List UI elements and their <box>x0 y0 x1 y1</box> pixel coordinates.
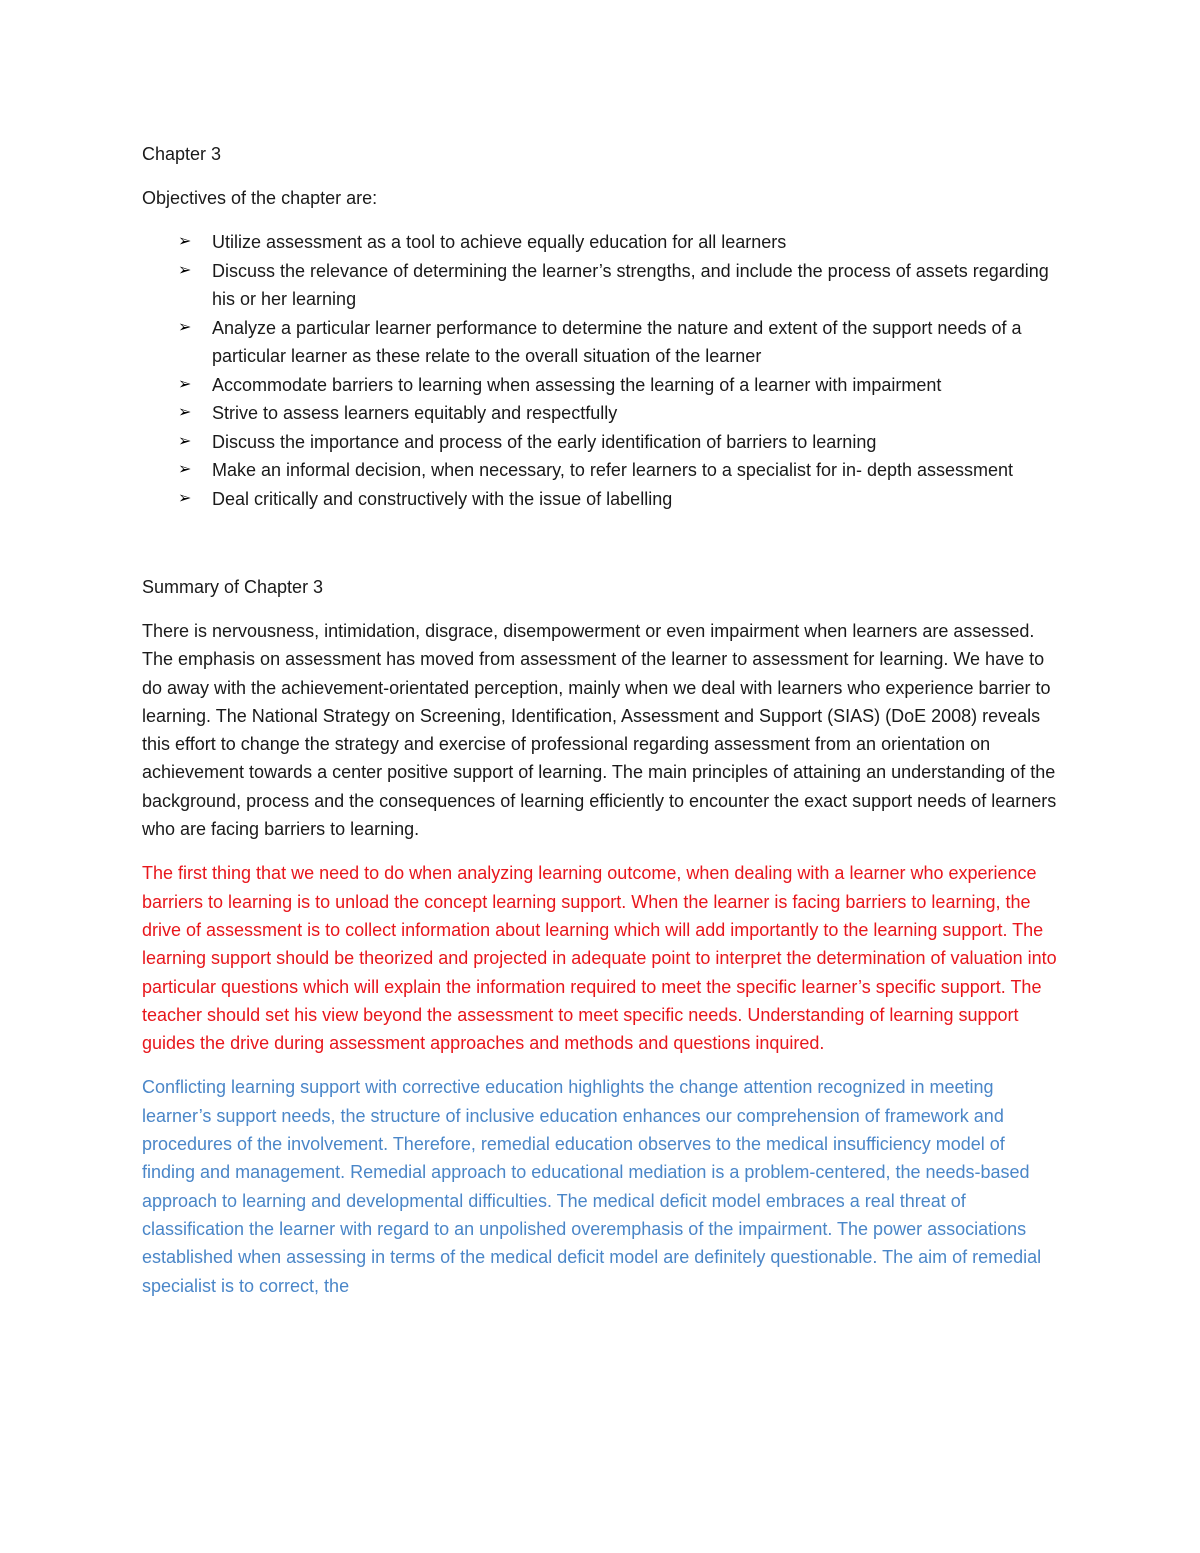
arrow-bullet-icon: ➢ <box>178 261 192 279</box>
objective-item <box>142 485 1062 514</box>
objective-text: Discuss the relevance of determining the learner’s strengths, and include the process of assets regarding his or her learning <box>212 260 1049 309</box>
arrow-bullet-icon: ➢ <box>178 318 192 336</box>
objective-text: Make an informal decision, when necessary, to refer learners to a specialist for in- depth assessment <box>212 460 1014 480</box>
objective-text: Deal critically and constructively with the issue of labelling <box>212 488 673 509</box>
summary-title: Summary of Chapter 3 <box>142 577 324 597</box>
arrow-bullet-icon: ➢ <box>178 404 192 421</box>
document-page <box>142 140 1062 1316</box>
objective-text: Analyze a particular learner performance to determine the nature and extent of the support needs of a particular learner as these relate to the overall situation of the learner <box>212 317 1022 366</box>
arrow-bullet-icon: ➢ <box>178 375 192 393</box>
objective-text: Discuss the importance and process of the early identification of barriers to learning <box>212 431 877 452</box>
summary-paragraph-blue: Conflicting learning support with corrective education highlights the change attention recognized in meeting learner’s support needs, the structure of inclusive education enhances our comprehension of framework and procedures of the involvement. Therefore, remedial education observes to the medical insufficiency model of finding and management. Remedial approach to educational mediation is a problem-centered, the needs-based approach to learning and developmental difficulties. The medical deficit model embraces a real threat of classification the learner with regard to an unpolished overemphasis of the impairment. The power associations established when assessing in terms of the medical deficit model are definitely questionable. The aim of remedial specialist is to correct, the <box>142 1077 1042 1296</box>
objectives-list <box>142 228 1062 513</box>
objective-text: Utilize assessment as a tool to achieve equally education for all learners <box>212 232 787 252</box>
arrow-bullet-icon: ➢ <box>178 233 192 250</box>
objectives-intro: Objectives of the chapter are: <box>142 188 378 208</box>
objective-item <box>142 399 1062 428</box>
objective-item <box>142 456 1062 485</box>
arrow-bullet-icon: ➢ <box>178 432 192 450</box>
summary-paragraph-red: The first thing that we need to do when analyzing learning outcome, when dealing with a learner who experience barriers to learning is to unload the concept learning support. When the learner is facing barriers to learning, the drive of assessment is to collect information about learning which will add importantly to the learning support. The learning support should be theorized and projected in adequate point to interpret the determination of valuation into particular questions which will explain the information required to meet the specific learner’s specific support. The teacher should set his view beyond the assessment to meet specific needs. Understanding of learning support guides the drive during assessment approaches and methods and questions inquired. <box>142 863 1057 1054</box>
objective-item <box>142 428 1062 457</box>
objective-item <box>142 371 1062 400</box>
arrow-bullet-icon: ➢ <box>178 461 192 478</box>
chapter-title: Chapter 3 <box>142 144 222 164</box>
arrow-bullet-icon: ➢ <box>178 489 192 507</box>
objective-item <box>142 257 1062 314</box>
summary-paragraph-1: There is nervousness, intimidation, disgrace, disempowerment or even impairment when learners are assessed. The emphasis on assessment has moved from assessment of the learner to assessment for learning. We have to do away with the achievement-orientated perception, mainly when we deal with learners who experience barrier to learning. The National Strategy on Screening, Identification, Assessment and Support (SIAS) (DoE 2008) reveals this effort to change the strategy and exercise of professional regarding assessment from an orientation on achievement towards a center positive support of learning. The main principles of attaining an understanding of the background, process and the consequences of learning efficiently to encounter the exact support needs of learners who are facing barriers to learning. <box>142 621 1057 840</box>
objective-text: Strive to assess learners equitably and respectfully <box>212 403 618 423</box>
objective-text: Accommodate barriers to learning when assessing the learning of a learner with impairment <box>212 374 942 395</box>
objective-item <box>142 314 1062 371</box>
objective-item <box>142 228 1062 257</box>
